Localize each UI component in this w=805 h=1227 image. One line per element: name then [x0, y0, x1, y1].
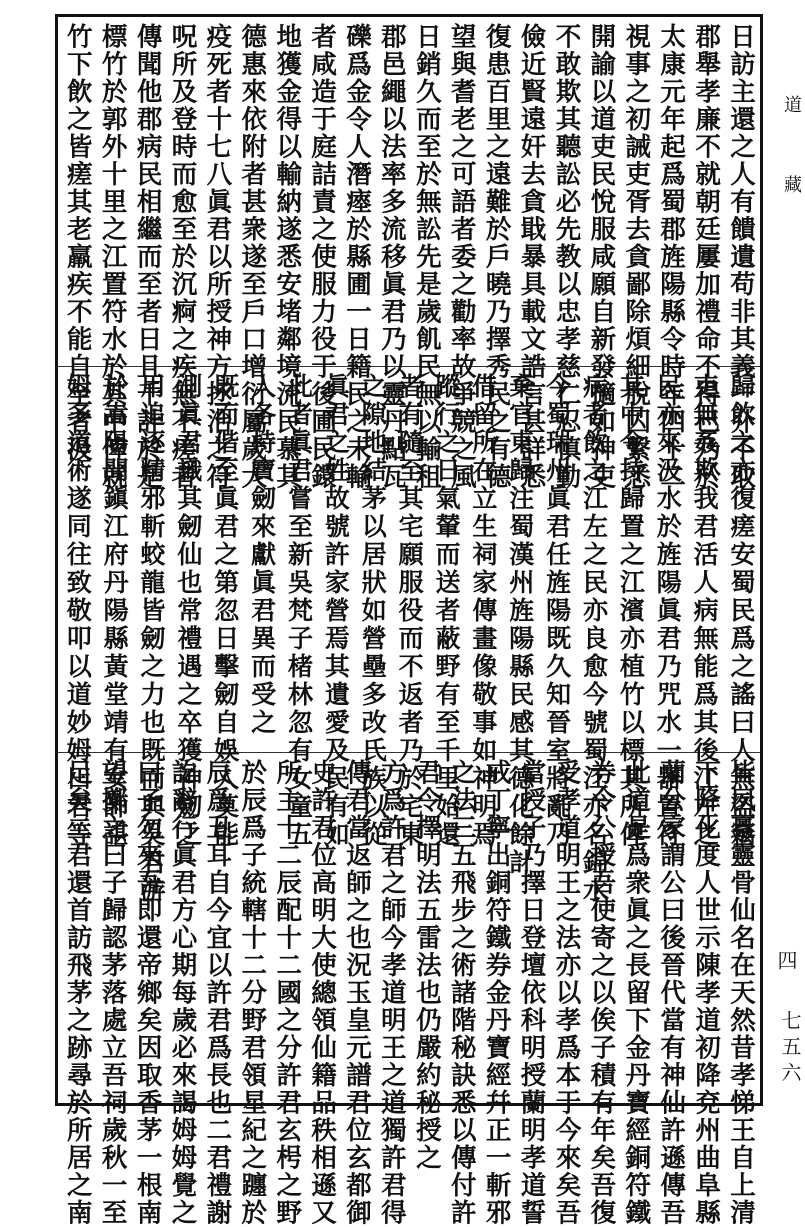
margin-title-dao: 道: [781, 95, 802, 117]
text-column: 借留所在立生祠家傳畫像敬事如神明焉: [468, 373, 498, 849]
text-column: 郡舉孝廉不就朝廷屢加禮命不得已乃於: [691, 23, 722, 491]
text-column: 券令公授吾使寄之以俟子積有年矣吾復: [586, 759, 617, 1227]
text-column: 其中令持歸置之江濱亦植竹以標其所俾: [616, 373, 646, 849]
text-column: 用追逐精邪斬蛟龍皆劒之力也既而與吳君游: [137, 373, 166, 905]
page-number: 七五六: [778, 1010, 802, 1088]
text-register-bottom: [58, 753, 760, 1227]
text-column: 蹤行之日氣輦而送者蔽野有至千里始還: [432, 373, 461, 849]
column-group: [62, 759, 756, 1227]
text-column: 礫爲金令人潛瘞於縣圃一日籍民之未輸: [342, 23, 373, 491]
text-column: 受孝道明王之法亦以孝爲本于今來矣吾: [551, 759, 582, 1227]
text-column: 吏無姦欺我君活人病無能爲其後江左之: [690, 373, 720, 849]
text-column: 辰爲丑耳自今宜以許君爲長也二君禮謝: [202, 759, 233, 1227]
text-column: 呪所及登時而愈至於沉痾之疾無不瘥者: [167, 23, 198, 491]
text-column: 德惠來依附者甚衆遂至戶口增衍屬歲大: [237, 23, 268, 491]
text-column: 下降化度人世示陳孝道初降兗州曲阜縣: [691, 759, 722, 1227]
text-column: 今蜀瑞州眞君任旌陽既久知晉室將亂乃: [542, 373, 572, 849]
text-column: 當授子乃擇日登壇依科明授蘭明孝道誓: [516, 759, 547, 1227]
text-column: 方爲許君之師今孝道明王之道獨許君得: [376, 759, 407, 1227]
text-column: 望與耆老之可語者委之勸率故爭競之風: [446, 23, 477, 491]
text-column: 測眞君識其劒仙也常禮遇之卒獲神劒之: [173, 373, 203, 849]
text-column: 所主十二辰配十二國之分許君玄枵之野: [272, 759, 303, 1227]
text-column: 足矣二君還首訪飛茅之跡尋於所居之南: [62, 759, 93, 1227]
text-column: 於辰爲子統轄十二分野君領星紀之躔於: [237, 759, 268, 1227]
text-column: 民亦來汲水於旌陽眞君乃咒水一器置符: [653, 373, 683, 849]
text-column: 戒丁寧出銅符鐵券金丹寶經幷正一斬邪: [481, 759, 512, 1227]
text-column: 蘭公家謂公曰後晉代當有神仙許遜傳吾: [656, 759, 687, 1227]
text-column: 皆夙稟靈骨仙名在天然昔孝悌王自上清: [725, 759, 756, 1227]
column-group: [63, 373, 756, 905]
text-column: 既而偕至眞君之第忽日擊劒自娛人莫能: [210, 373, 240, 849]
text-column: 眞君之姓故號許家營焉其遺愛及民有如: [321, 373, 351, 849]
volume-number: 四: [774, 950, 798, 974]
text-column: 傳聞他郡病民相繼而至者日且千計於是: [132, 23, 163, 491]
text-column: 傳君當返師之也況玉皇元譜君位玄都御: [342, 759, 373, 1227]
text-column: 標竹於郭外十里之江置符水於其中俾就: [97, 23, 128, 491]
text-column: 棄官東歸注蜀漢州旌陽縣民感其德化餘計: [505, 373, 535, 877]
page-frame: [55, 14, 763, 1227]
column-group: [62, 23, 756, 491]
text-column: 望擲之曰子歸認茅落處立吾祠歲秋一至: [97, 759, 128, 1227]
text-column: 竹下飲之皆瘥其老羸疾不能自至者汲: [62, 23, 93, 463]
text-column: 地獲金得以輸納遂悉安堵鄰境流民慕其: [272, 23, 303, 491]
text-column: 疫死者十七八眞君以所授神方拯治之符: [202, 23, 233, 491]
text-column: 人各持寶劒來獻眞君異而受之: [247, 373, 277, 737]
text-column: 者咸造于庭詰責之使服力役于後圃民鐶: [307, 23, 338, 491]
text-column: 太康元年起爲蜀郡旌陽縣令時年四十二: [656, 23, 687, 491]
text-column: 之法三五飛步之術諸階秘訣悉以傳付許: [446, 759, 477, 1227]
text-column: 日銷久而至於無訟先是歲飢民無以輸租: [411, 23, 442, 491]
text-column: 不敢欺其聽訟必先教以忠孝慈仁忍慎勤: [551, 23, 582, 491]
text-column: 君令擇明法五雷法也仍嚴約秘授之: [411, 759, 442, 1172]
text-column: 病者飲之江左之民亦良愈今號蜀江亦名錦水: [579, 373, 609, 905]
text-column: 開諭以道吏民悅服咸願自新發擿如神吏: [586, 23, 617, 491]
text-column: 史許君位高明大使總領仙籍品秩相遜又: [307, 759, 338, 1227]
text-column: 復患百里之遠難於戶曉乃擇秀民之有德: [481, 23, 512, 491]
text-column: 此道是爲衆眞之長留下金丹寶經銅符鐵: [621, 759, 652, 1227]
text-column: 日訪主還之人有饋遺苟非其義一介不取: [725, 23, 756, 491]
text-register-middle: [58, 367, 760, 905]
text-column: 者有隨至其宅願服役而不返者乃於宅東: [395, 373, 425, 849]
text-column: 之隙地結茅以居狀如營壘多改氏族以從: [358, 373, 388, 849]
text-column: 儉近賢遠奸去貪戢暴具載文誥言甚詳悉: [516, 23, 547, 491]
text-register-top: [58, 17, 760, 491]
text-column: 姆多道術遂同往致敬叩以道妙姆曰君等: [63, 373, 93, 849]
margin-title-zang: 藏: [781, 175, 802, 197]
text-column: 於嵩陽聞鎭江府丹陽縣黃堂靖有女師諶: [100, 373, 130, 849]
text-column: 歸飲之亦復瘥安蜀民爲之謠曰人無盜竊: [727, 373, 756, 849]
text-column: 視事之初誡吏胥去貪鄙除煩細脫囚繫悉: [621, 23, 652, 491]
text-column: 曰子勿來吾即還帝鄉矣因取香茅一根南: [132, 759, 163, 1227]
text-column: 訖辭行眞君方心期每歲必來謁姆姆覺之: [167, 759, 198, 1227]
text-column: 此者眞君嘗至新吳梵子楮林忽有女童五: [284, 373, 314, 849]
text-column: 郡邑繩以法率多流移眞君乃以靈丹點瓦: [376, 23, 407, 491]
